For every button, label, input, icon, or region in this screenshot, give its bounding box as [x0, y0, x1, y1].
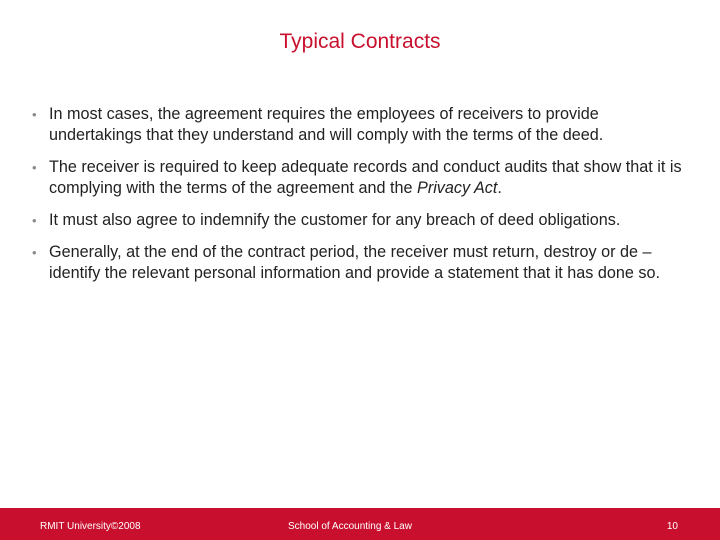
bullet-item	[32, 157, 692, 199]
bullet-marker-icon: •	[32, 107, 37, 122]
bullet-text: Generally, at the end of the contract period, the receiver must return, destroy or de – identify the relevant personal information and provide a statement that it has done so.	[49, 243, 660, 282]
bullet-item	[32, 242, 692, 284]
bullet-item	[32, 210, 692, 231]
bullet-marker-icon: •	[32, 213, 37, 228]
footer-school: School of Accounting & Law	[288, 521, 412, 532]
bullet-text: In most cases, the agreement requires the employees of receivers to provide undertakings that they understand and will comply with the terms of the deed.	[49, 105, 604, 144]
bullet-marker-icon: •	[32, 245, 37, 260]
page-number: 10	[666, 521, 678, 532]
bullet-text: The receiver is required to keep adequate records and conduct audits that show that it is complying with the terms of the agreement and the	[49, 158, 682, 197]
footer-copyright: RMIT University©2008	[40, 521, 141, 532]
bullet-item	[32, 104, 692, 146]
bullet-tail: .	[497, 179, 502, 197]
bullet-marker-icon: •	[32, 160, 37, 175]
bullet-emphasis: Privacy Act	[417, 179, 498, 197]
bullet-list	[32, 104, 692, 295]
slide-title: Typical Contracts	[279, 30, 441, 53]
bullet-text: It must also agree to indemnify the customer for any breach of deed obligations.	[49, 211, 621, 229]
footer-bar	[0, 508, 720, 540]
